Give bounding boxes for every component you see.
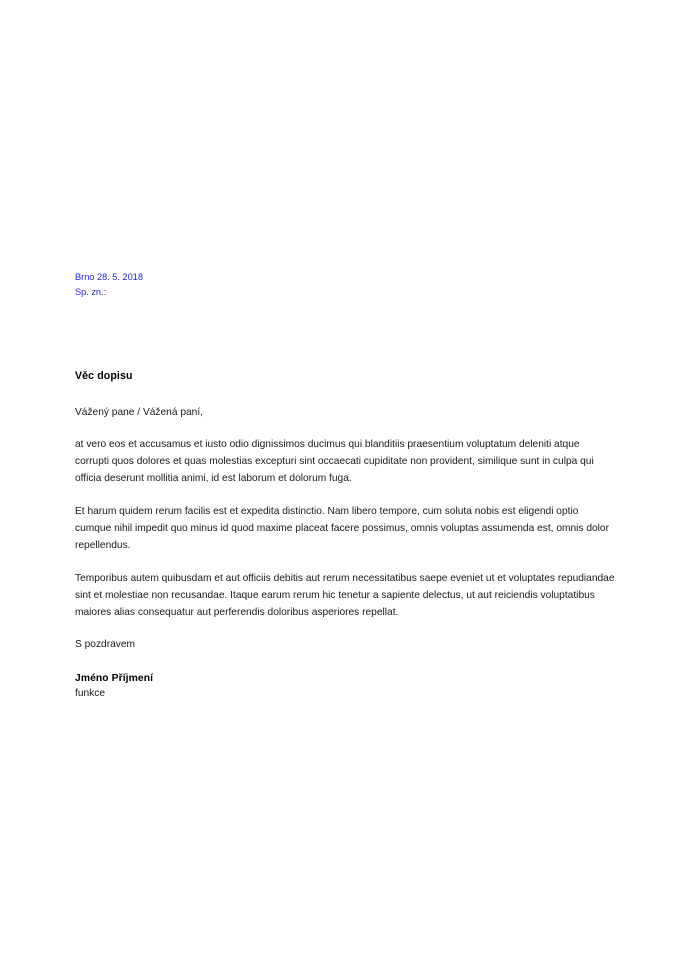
spacer-before-paragraph-3 bbox=[75, 554, 615, 570]
spacer-before-paragraph-2 bbox=[75, 487, 615, 503]
body-paragraph: Temporibus autem quibusdam et aut officiis debitis aut rerum necessitatibus saepe eveniet ut et voluptates repudiandae sint et molestiae non recusandae. Itaque earum rerum hic tenetur a sapiente delectus, ut aut reiciendis voluptatibus maiores alias consequatur aut perferendis doloribus asperiores repellat. bbox=[75, 573, 615, 618]
body-paragraph: Et harum quidem rerum facilis est et expedita distinctio. Nam libero tempore, cum soluta nobis est eligendi optio cumque nihil impedit quo minus id quod maxime placeat facere possimus, omnis voluptas assumenda est, omnis dolor repellendus. bbox=[75, 506, 609, 551]
spacer-before-closing bbox=[75, 621, 615, 637]
place-and-date: Brno 28. 5. 2018 bbox=[75, 272, 143, 282]
spacer-before-subject bbox=[75, 299, 615, 369]
signature-name: Jméno Příjmení bbox=[75, 673, 154, 684]
spacer-after-subject bbox=[75, 383, 615, 405]
spacer-before-paragraph-1 bbox=[75, 420, 615, 436]
letter-header bbox=[75, 270, 615, 299]
closing-salutation: S pozdravem bbox=[75, 639, 136, 650]
letter-content bbox=[75, 270, 615, 701]
body-paragraph: at vero eos et accusamus et iusto odio dignissimos ducimus qui blanditiis praesentium voluptatum deleniti atque corrupti quos dolores et quas molestias excepturi sint occaecati cupiditate non provident, similique sunt in culpa qui officia deserunt mollitia animi, id est laborum et dolorum fuga. bbox=[75, 439, 594, 484]
spacer-before-signature bbox=[75, 652, 615, 671]
reference-number: Sp. zn.: bbox=[75, 286, 107, 297]
salutation: Vážený pane / Vážená paní, bbox=[75, 407, 204, 418]
signature-role: funkce bbox=[75, 688, 106, 699]
subject-line: Věc dopisu bbox=[75, 370, 133, 382]
